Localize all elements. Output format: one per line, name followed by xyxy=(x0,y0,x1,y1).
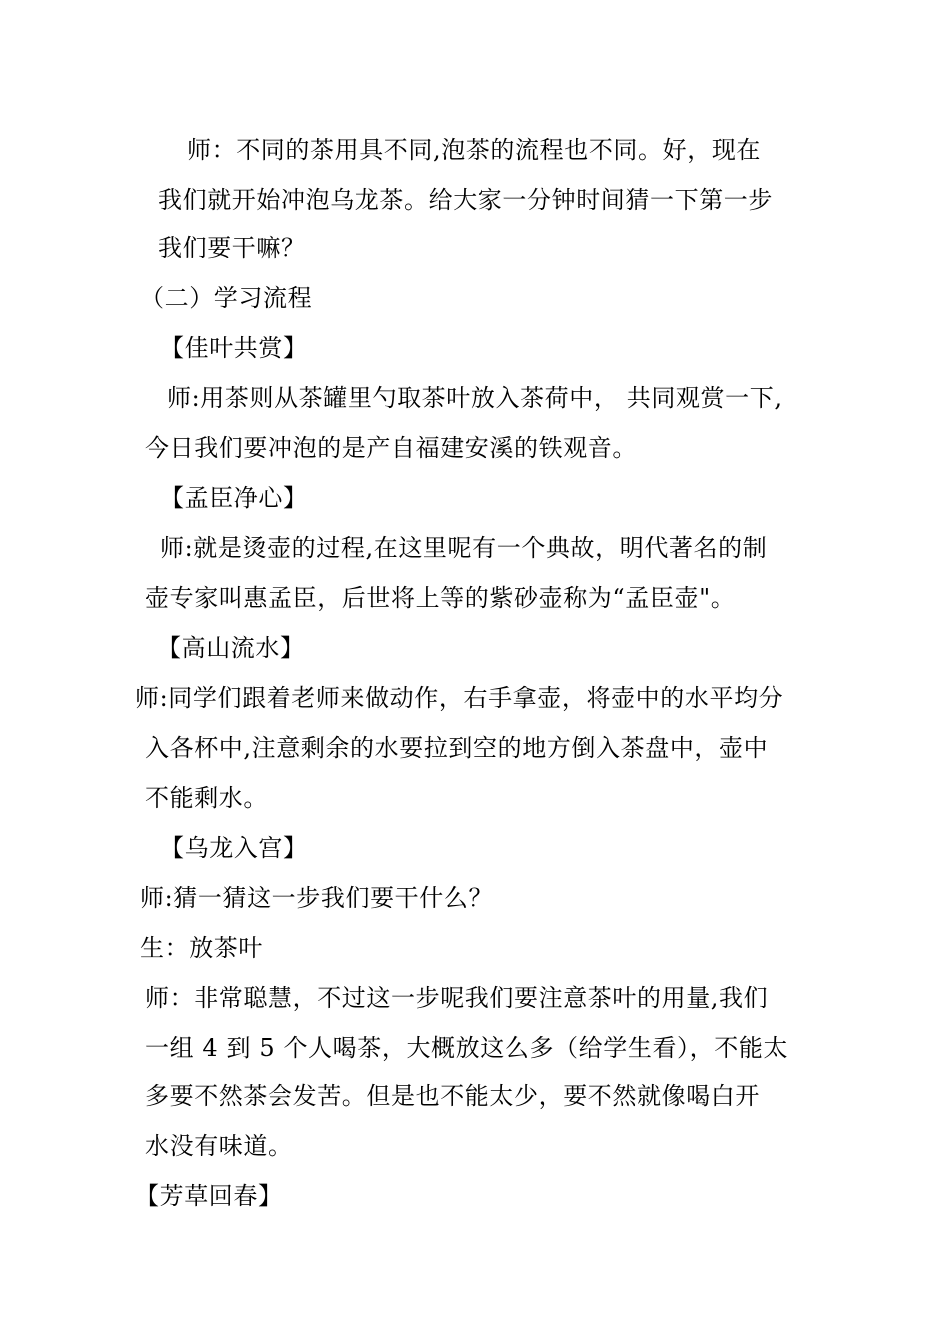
paragraph-line: 入各杯中,注意剩余的水要拉到空的地方倒入茶盘中，壶中 xyxy=(145,734,769,762)
step-heading: 【孟臣净心】 xyxy=(160,484,308,512)
step-heading: 【乌龙入宫】 xyxy=(160,834,308,862)
paragraph-line: 师:同学们跟着老师来做动作，右手拿壶，将壶中的水平均分 xyxy=(135,684,784,712)
step-heading: 【高山流水】 xyxy=(157,634,305,662)
paragraph-line: 多要不然茶会发苦。但是也不能太少，要不然就像喝白开 xyxy=(145,1082,760,1110)
paragraph-line: 师:用茶则从茶罐里勺取茶叶放入茶荷中， 共同观赏一下, xyxy=(167,384,783,412)
paragraph-line: 今日我们要冲泡的是产自福建安溪的铁观音。 xyxy=(145,434,637,462)
step-heading: 【佳叶共赏】 xyxy=(160,334,308,362)
paragraph-line: 壶专家叫惠孟臣，后世将上等的紫砂壶称为“孟臣壶"。 xyxy=(145,584,736,612)
paragraph-line: 水没有味道。 xyxy=(145,1132,293,1160)
paragraph-line: 一组 4 到 5 个人喝茶，大概放这么多（给学生看），不能太 xyxy=(145,1034,789,1062)
paragraph-line: 师：非常聪慧，不过这一步呢我们要注意茶叶的用量,我们 xyxy=(145,984,769,1012)
section-heading: （二）学习流程 xyxy=(140,284,313,312)
paragraph-line: 师:就是烫壶的过程,在这里呢有一个典故，明代著名的制 xyxy=(160,534,768,562)
paragraph-line: 师：不同的茶用具不同,泡茶的流程也不同。好，现在 xyxy=(187,136,762,164)
paragraph-line: 不能剩水。 xyxy=(145,784,268,812)
paragraph-line: 我们就开始冲泡乌龙茶。给大家一分钟时间猜一下第一步 xyxy=(158,186,773,214)
step-heading: 【芳草回春】 xyxy=(135,1182,283,1210)
paragraph-line: 生：放茶叶 xyxy=(140,934,263,962)
paragraph-line: 师:猜一猜这一步我们要干什么？ xyxy=(140,884,494,912)
paragraph-line: 我们要干嘛？ xyxy=(158,234,306,262)
